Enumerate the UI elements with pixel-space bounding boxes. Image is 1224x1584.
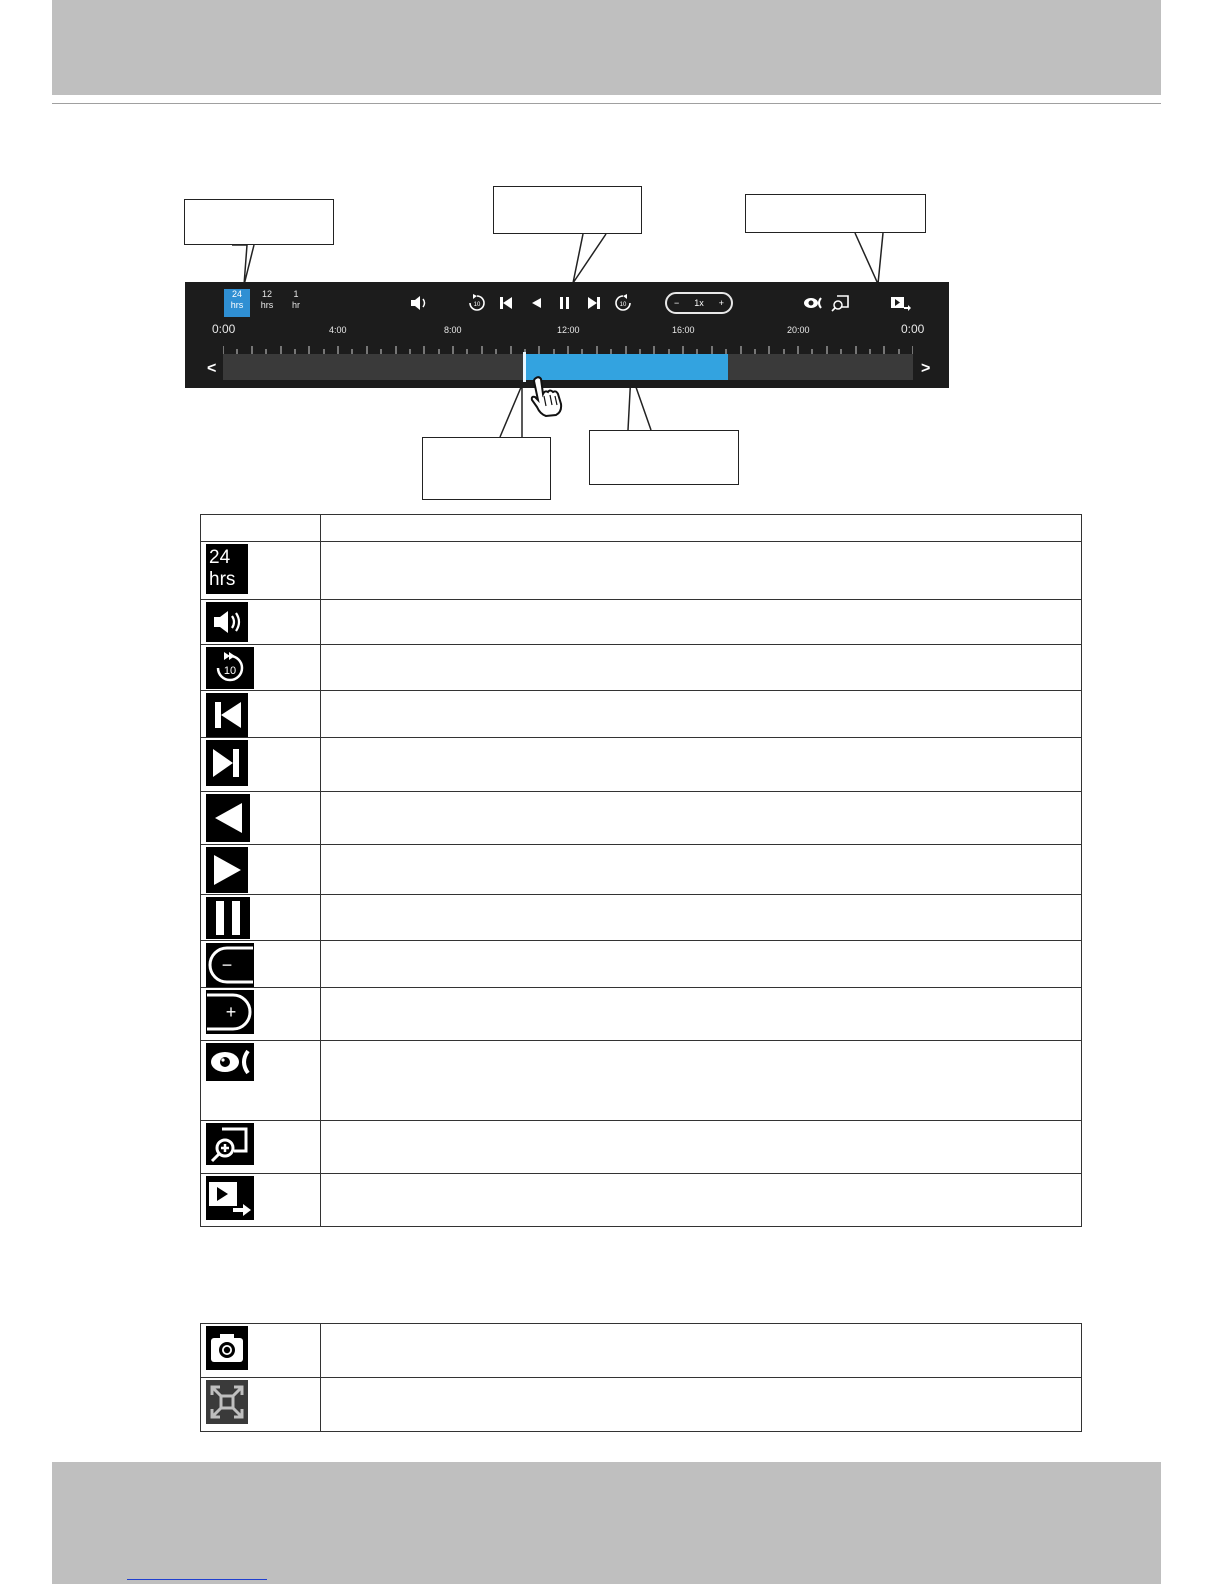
skip-to-end-icon bbox=[206, 740, 248, 786]
speed-increase-icon bbox=[206, 990, 254, 1034]
speed-control[interactable] bbox=[665, 292, 733, 314]
zoom-window-icon[interactable] bbox=[830, 292, 852, 314]
table-row bbox=[201, 691, 1082, 738]
page-footer-band bbox=[52, 1462, 1161, 1584]
footer-link-underline[interactable] bbox=[127, 1579, 267, 1580]
table-row bbox=[201, 792, 1082, 845]
time-label: 4:00 bbox=[329, 325, 347, 335]
table-row bbox=[201, 845, 1082, 895]
pause-icon[interactable] bbox=[554, 292, 576, 314]
table-row bbox=[201, 988, 1082, 1041]
callout-range bbox=[184, 199, 334, 245]
page-header-band bbox=[52, 0, 1161, 95]
time-label: 8:00 bbox=[444, 325, 462, 335]
range-24hrs-button[interactable]: 24 hrs bbox=[224, 289, 250, 317]
hand-pointer-icon bbox=[522, 374, 572, 420]
speed-decrease-button[interactable]: − bbox=[674, 298, 680, 308]
zoom-window-icon bbox=[206, 1123, 254, 1165]
table-row bbox=[201, 895, 1082, 941]
callout-segment bbox=[589, 430, 739, 485]
table-row bbox=[201, 600, 1082, 645]
table-row bbox=[201, 738, 1082, 792]
table-row bbox=[201, 1041, 1082, 1121]
time-label: 20:00 bbox=[787, 325, 810, 335]
table-row bbox=[201, 1121, 1082, 1174]
table-header-row bbox=[201, 515, 1082, 542]
header-rule bbox=[52, 103, 1161, 104]
time-label: 12:00 bbox=[557, 325, 580, 335]
playback-toolbar bbox=[185, 282, 949, 388]
timeline-ticks bbox=[223, 344, 913, 354]
24-hrs-icon: 24 hrs bbox=[206, 544, 248, 594]
play-icon bbox=[206, 847, 248, 893]
eye-camera-icon[interactable] bbox=[802, 292, 824, 314]
play-reverse-icon bbox=[206, 794, 250, 842]
skip-to-start-icon bbox=[206, 693, 248, 737]
svg-text:+: + bbox=[225, 1002, 237, 1022]
svg-text:10: 10 bbox=[223, 665, 237, 677]
pause-icon bbox=[206, 897, 250, 939]
timeline-left-arrow[interactable]: < bbox=[207, 360, 217, 377]
time-label: 0:00 bbox=[212, 322, 236, 336]
forward-10-icon[interactable] bbox=[612, 292, 634, 314]
speed-decrease-icon bbox=[206, 943, 254, 987]
rewind-10-icon[interactable] bbox=[466, 292, 488, 314]
range-12hrs-button[interactable]: 12 hrs bbox=[260, 289, 274, 310]
callout-export bbox=[745, 194, 926, 233]
table-row bbox=[201, 1378, 1082, 1432]
time-label: 16:00 bbox=[672, 325, 695, 335]
snapshot-icon bbox=[206, 1326, 248, 1370]
table-row bbox=[201, 941, 1082, 988]
svg-text:10: 10 bbox=[619, 302, 627, 308]
skip-to-end-icon[interactable] bbox=[583, 292, 605, 314]
range-1hr-button[interactable]: 1 hr bbox=[291, 289, 300, 310]
fullscreen-icon bbox=[206, 1380, 248, 1424]
icon-legend-table bbox=[200, 514, 1082, 1227]
play-reverse-icon[interactable] bbox=[525, 292, 547, 314]
table-row bbox=[201, 1174, 1082, 1227]
table-row bbox=[201, 1324, 1082, 1378]
svg-text:10: 10 bbox=[473, 302, 481, 308]
speed-increase-button[interactable]: + bbox=[718, 298, 724, 308]
time-label: 0:00 bbox=[901, 322, 925, 336]
volume-icon bbox=[206, 602, 248, 642]
export-video-icon bbox=[206, 1176, 254, 1220]
speed-value: 1x bbox=[694, 298, 704, 308]
callout-cursor bbox=[422, 437, 551, 500]
export-video-icon[interactable] bbox=[890, 292, 912, 314]
volume-icon[interactable] bbox=[408, 292, 430, 314]
svg-text:−: − bbox=[221, 955, 233, 975]
skip-to-start-icon[interactable] bbox=[495, 292, 517, 314]
callout-playback bbox=[493, 186, 642, 234]
table-row bbox=[201, 645, 1082, 691]
eye-camera-icon bbox=[206, 1043, 254, 1081]
rewind-10-icon bbox=[206, 647, 254, 689]
extra-icon-table bbox=[200, 1323, 1082, 1432]
table-row bbox=[201, 542, 1082, 600]
timeline-right-arrow[interactable]: > bbox=[921, 360, 931, 377]
